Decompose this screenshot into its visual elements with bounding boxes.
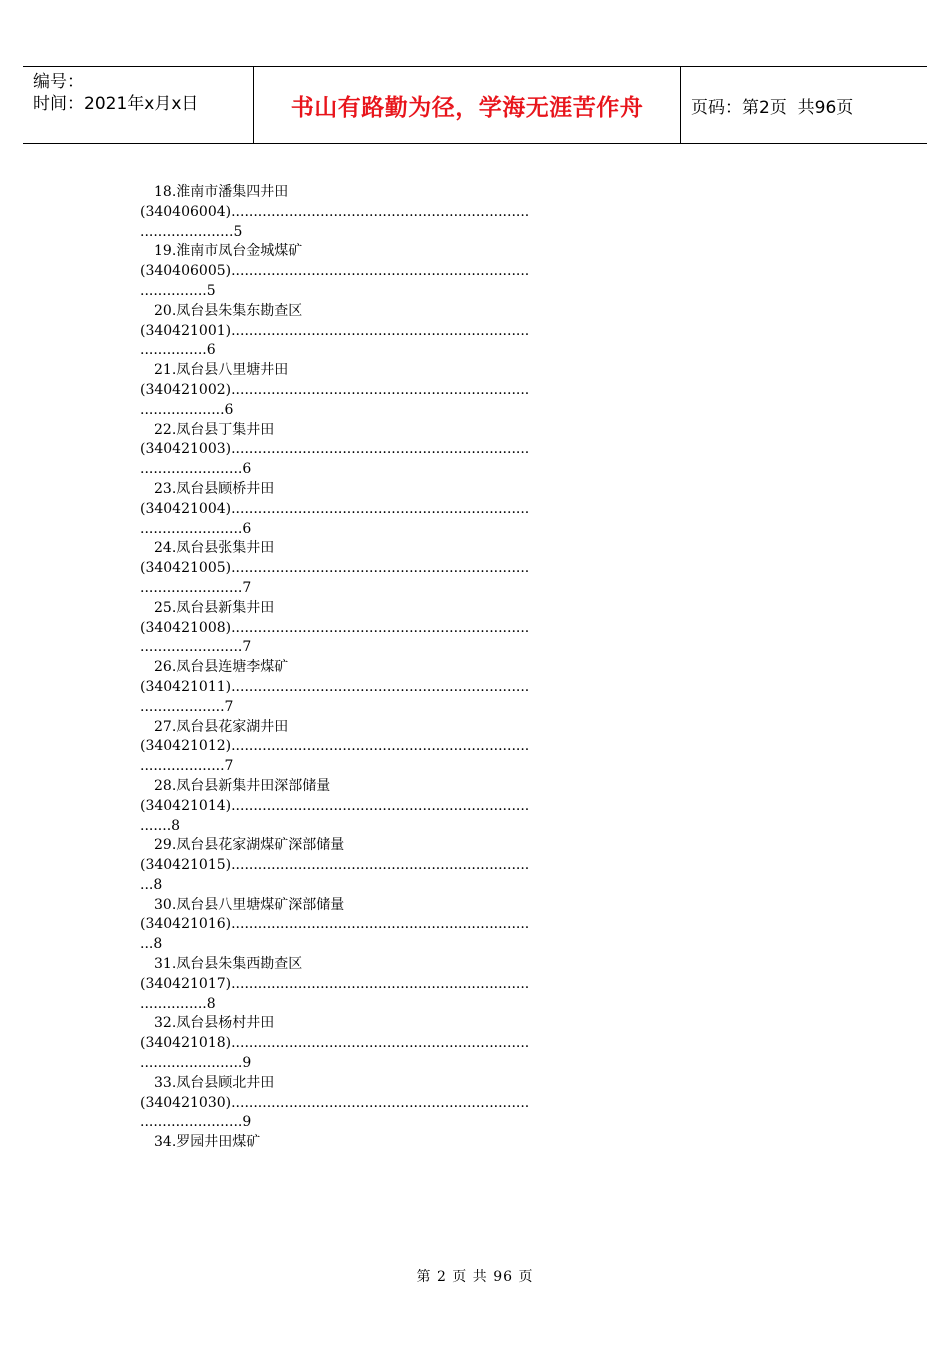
toc-entry-title: 28.凤台县新集井田深部储量 bbox=[154, 777, 331, 794]
toc-entry-title: 25.凤台县新集井田 bbox=[154, 599, 275, 616]
toc-entry-title: 19.淮南市凤台金城煤矿 bbox=[154, 243, 303, 260]
toc-entry-page-number: .......................6 bbox=[140, 520, 252, 537]
toc-entry-code-leader: (340421012)................................................................... bbox=[140, 738, 530, 755]
toc-entry[interactable] bbox=[140, 539, 810, 598]
toc-entry-title: 24.凤台县张集井田 bbox=[154, 540, 275, 557]
toc-entry-code-leader: (340421017)................................................................... bbox=[140, 975, 530, 992]
toc-entry[interactable] bbox=[140, 421, 810, 480]
toc-entry-code-leader: (340421018)................................................................... bbox=[140, 1035, 530, 1052]
toc-entry-page-number: .......8 bbox=[140, 817, 181, 834]
toc-entry-page-number: ...................7 bbox=[140, 698, 234, 715]
toc-entry[interactable] bbox=[140, 896, 810, 955]
toc-entry-title: 33.凤台县顾北井田 bbox=[154, 1074, 275, 1091]
toc-entry-title: 30.凤台县八里塘煤矿深部储量 bbox=[154, 896, 345, 913]
toc-entry-code-leader: (340421001)................................................................... bbox=[140, 322, 530, 339]
toc-entry[interactable] bbox=[140, 183, 810, 242]
footer-page-number: 第 2 页 共 96 页 bbox=[416, 1269, 534, 1285]
toc-entry-page-number: ...............8 bbox=[140, 995, 216, 1012]
page-footer bbox=[0, 1266, 950, 1286]
toc-entry[interactable] bbox=[140, 361, 810, 420]
toc-entry-code-leader: (340421016)................................................................... bbox=[140, 916, 530, 933]
toc-entry-page-number: .......................7 bbox=[140, 639, 252, 656]
toc-entry-code-leader: (340421002)................................................................... bbox=[140, 381, 530, 398]
toc-entry-page-number: .......................9 bbox=[140, 1114, 252, 1131]
toc-entry[interactable] bbox=[140, 658, 810, 717]
header-meta bbox=[23, 67, 254, 143]
toc-entry-page-number: ...............6 bbox=[140, 342, 216, 359]
toc-entry-title: 18.淮南市潘集四井田 bbox=[154, 184, 289, 200]
toc-entry[interactable] bbox=[140, 302, 810, 361]
toc-entry-title: 27.凤台县花家湖井田 bbox=[154, 718, 289, 735]
toc-entry[interactable] bbox=[140, 599, 810, 658]
toc-entry[interactable] bbox=[140, 242, 810, 301]
toc-entry-code-leader: (340421015)................................................................... bbox=[140, 857, 530, 874]
toc-entry-page-number: .......................6 bbox=[140, 461, 252, 478]
toc-entry-code-leader: (340421030)................................................................... bbox=[140, 1094, 530, 1111]
table-of-contents bbox=[140, 183, 810, 1153]
toc-entry-title: 21.凤台县八里塘井田 bbox=[154, 362, 289, 379]
toc-entry-title: 23.凤台县顾桥井田 bbox=[154, 480, 275, 497]
header-page-info bbox=[681, 67, 927, 143]
toc-entry-code-leader: (340421014)................................................................... bbox=[140, 797, 530, 814]
toc-entry-title: 29.凤台县花家湖煤矿深部储量 bbox=[154, 837, 345, 854]
toc-entry-page-number: ...................6 bbox=[140, 401, 234, 418]
toc-entry[interactable] bbox=[140, 777, 810, 836]
toc-entry[interactable] bbox=[140, 718, 810, 777]
toc-entry-title: 34.罗园井田煤矿 bbox=[154, 1134, 261, 1151]
toc-entry-code-leader: (340421011)................................................................... bbox=[140, 678, 530, 695]
page-header bbox=[23, 66, 927, 144]
toc-entry-code-leader: (340421004)................................................................... bbox=[140, 500, 530, 517]
toc-entry[interactable] bbox=[140, 836, 810, 895]
toc-entry-code-leader: (340406004)................................................................... bbox=[140, 203, 530, 220]
header-slogan bbox=[254, 67, 681, 143]
toc-entry-title: 22.凤台县丁集井田 bbox=[154, 421, 275, 438]
toc-entry[interactable] bbox=[140, 1133, 810, 1153]
number-label: 编号： bbox=[33, 72, 84, 92]
toc-entry-page-number: ...............5 bbox=[140, 282, 216, 299]
slogan-text: 书山有路勤为径，学海无涯苦作舟 bbox=[290, 94, 644, 121]
toc-entry-title: 20.凤台县朱集东勘查区 bbox=[154, 302, 303, 319]
toc-entry-page-number: .....................5 bbox=[140, 223, 243, 240]
time-label: 时间：2021年x月x日 bbox=[33, 94, 199, 114]
toc-entry-code-leader: (340406005)................................................................... bbox=[140, 263, 530, 280]
toc-entry-code-leader: (340421003)................................................................... bbox=[140, 441, 530, 458]
toc-entry-code-leader: (340421008)................................................................... bbox=[140, 619, 530, 636]
toc-entry-title: 26.凤台县连塘李煤矿 bbox=[154, 659, 289, 676]
toc-entry-title: 32.凤台县杨村井田 bbox=[154, 1015, 275, 1032]
toc-entry-code-leader: (340421005)................................................................... bbox=[140, 560, 530, 577]
toc-entry-page-number: .......................7 bbox=[140, 579, 252, 596]
toc-entry-page-number: .......................9 bbox=[140, 1055, 252, 1072]
toc-entry[interactable] bbox=[140, 480, 810, 539]
toc-entry[interactable] bbox=[140, 1014, 810, 1073]
toc-entry[interactable] bbox=[140, 955, 810, 1014]
page-label: 页码：第2页 共96页 bbox=[691, 97, 854, 118]
toc-entry-page-number: ...8 bbox=[140, 876, 163, 893]
toc-entry-title: 31.凤台县朱集西勘查区 bbox=[154, 956, 303, 973]
toc-entry[interactable] bbox=[140, 1074, 810, 1133]
toc-entry-page-number: ...................7 bbox=[140, 758, 234, 775]
toc-entry-page-number: ...8 bbox=[140, 936, 163, 953]
